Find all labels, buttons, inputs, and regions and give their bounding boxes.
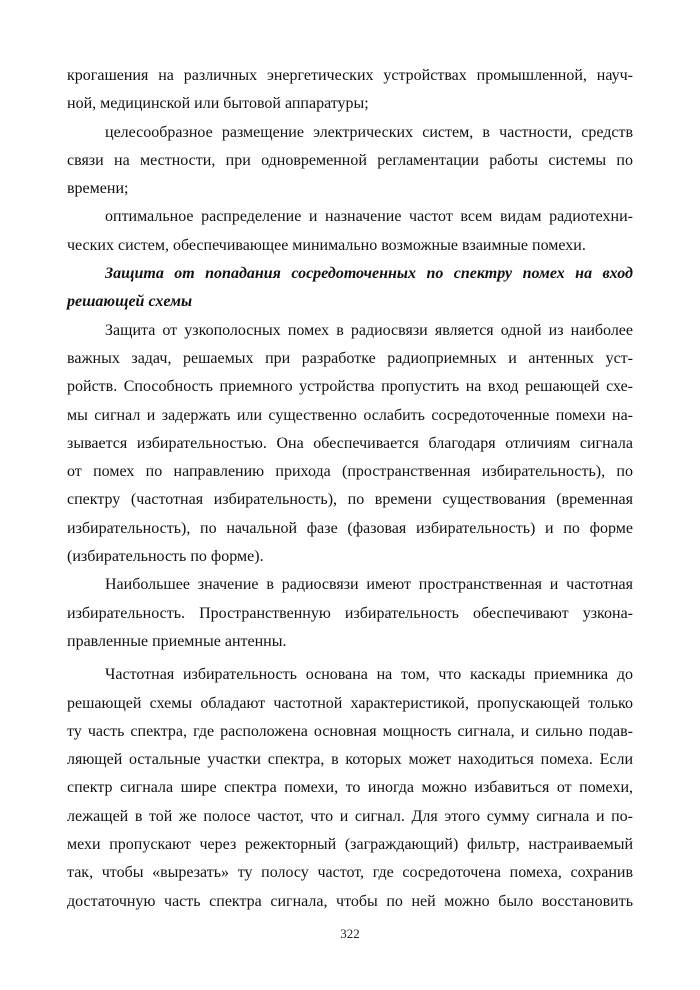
text-line: ляющей остальные участки спектра, в которых может находиться помеха. Если <box>67 751 633 769</box>
text-line: избирательность. Пространственную избирательность обеспечивают узкона- <box>67 604 633 622</box>
text-line: мы сигнал и задержать или существенно ослабить сосредоточенные помехи на- <box>67 406 633 424</box>
text-line: (избирательность по форме). <box>67 548 264 566</box>
text-line: избирательность), по начальной фазе (фазовая избирательность) и по форме <box>67 519 633 537</box>
text-line: так, чтобы «вырезать» ту полосу частот, где сосредоточена помеха, сохранив <box>67 864 633 882</box>
text-line: Частотная избирательность основана на том, что каскады приемника до <box>105 666 633 684</box>
text-line: спектр сигнала шире спектра помехи, то иногда можно избавиться от помехи, <box>67 779 633 797</box>
text-line: ной, медицинской или бытовой аппаратуры; <box>67 95 369 113</box>
heading-line: Защита от попадания сосредоточенных по спектру помех на вход <box>105 265 633 283</box>
section-heading <box>67 260 633 317</box>
paragraph <box>67 62 633 119</box>
page-body <box>67 62 633 916</box>
text-line: решающей схемы обладают частотной характеристикой, пропускающей только <box>67 694 633 712</box>
heading-line: решающей схемы <box>67 293 193 311</box>
paragraph <box>67 203 633 260</box>
paragraph <box>67 571 633 656</box>
paragraph <box>67 119 633 204</box>
text-line: ту часть спектра, где расположена основная мощность сигнала, и сильно подав- <box>67 722 633 740</box>
paragraph <box>67 661 633 916</box>
text-line: зывается избирательностью. Она обеспечивается благодаря отличиям сигнала <box>67 434 633 452</box>
text-line: правленные приемные антенны. <box>67 632 287 650</box>
text-line: спектру (частотная избирательность), по времени существования (временная <box>67 491 633 509</box>
page-number: 322 <box>340 926 360 941</box>
text-line: от помех по направлению прихода (пространственная избирательность), по <box>67 463 633 481</box>
text-line: целесообразное размещение электрических систем, в частности, средств <box>105 123 633 141</box>
paragraph <box>67 317 633 572</box>
text-line: оптимальное распределение и назначение частот всем видам радиотехни- <box>105 208 633 226</box>
text-line: достаточную часть спектра сигнала, чтобы по ней можно было восстановить <box>67 892 633 910</box>
text-line: крогашения на различных энергетических устройствах промышленной, науч- <box>67 67 633 84</box>
text-line: времени; <box>67 180 129 198</box>
text-line: Наибольшее значение в радиосвязи имеют пространственная и частотная <box>105 576 633 594</box>
text-line: важных задач, решаемых при разработке радиоприемных и антенных уст- <box>67 349 633 367</box>
text-line: мехи пропускают через режекторный (заграждающий) фильтр, настраиваемый <box>67 836 633 854</box>
text-line: Защита от узкополосных помех в радиосвязи является одной из наиболее <box>105 321 633 339</box>
text-line: лежащей в той же полосе частот, что и сигнал. Для этого сумму сигнала и по- <box>67 807 633 825</box>
text-line: ройств. Способность приемного устройства пропустить на вход решающей схе- <box>67 378 633 396</box>
text-line: ческих систем, обеспечивающее минимально возможные взаимные помехи. <box>67 236 586 254</box>
text-line: связи на местности, при одновременной регламентации работы системы по <box>67 151 633 169</box>
